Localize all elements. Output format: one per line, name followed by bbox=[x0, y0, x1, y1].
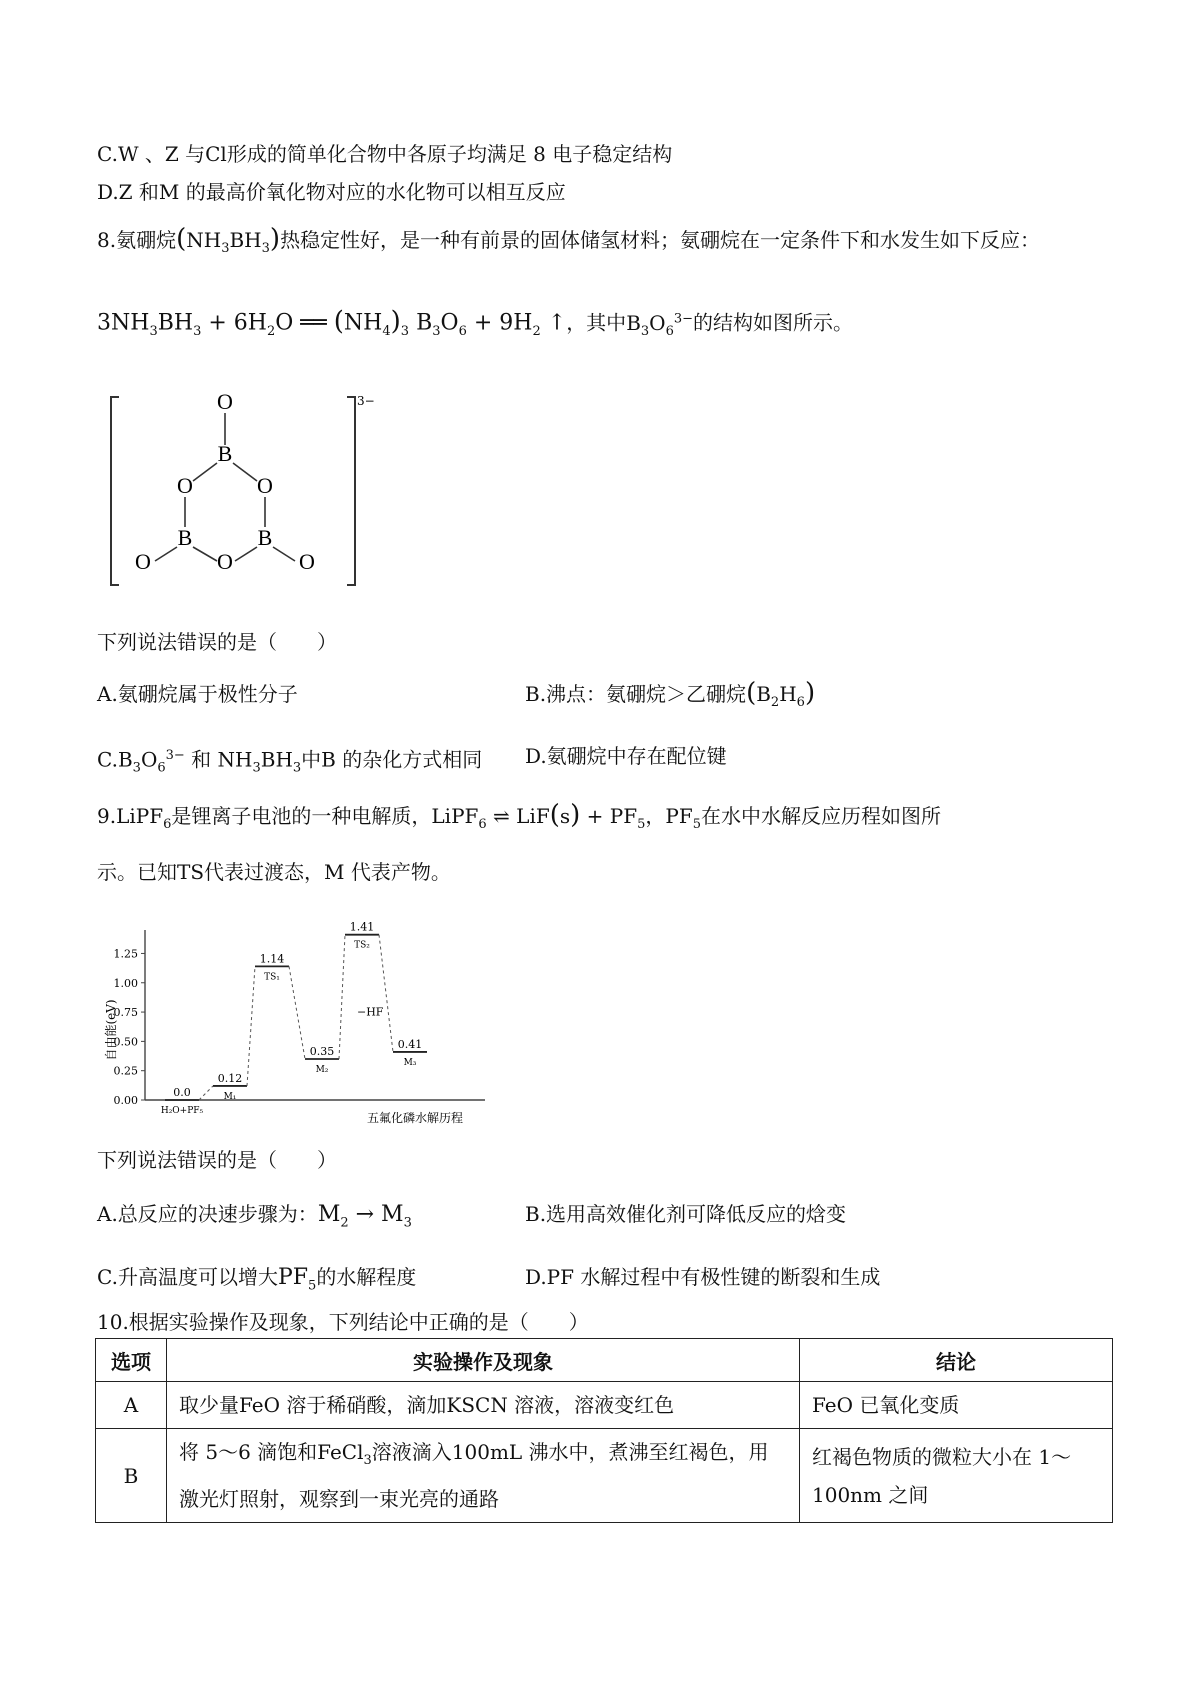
row-conclusion: 红褐色物质的微粒大小在 1～100nm 之间 bbox=[800, 1429, 1113, 1523]
atom-o-left: O bbox=[177, 473, 193, 498]
energy-profile-chart bbox=[95, 900, 495, 1130]
x-axis-label: 五氟化磷水解历程 bbox=[366, 1111, 464, 1125]
atom-b-left: B bbox=[177, 525, 193, 550]
state-label: TS₂ bbox=[354, 940, 370, 951]
atom-o-right-terminal: O bbox=[299, 549, 315, 574]
y-tick-label: 0.00 bbox=[113, 1094, 138, 1107]
q8-question: 下列说法错误的是（ ） bbox=[97, 630, 337, 654]
q8-option-b: B.沸点：氨硼烷＞乙硼烷$(B_2H_6)$ bbox=[525, 678, 816, 710]
q7-option-c: C.W 、Z 与Cl形成的简单化合物中各原子均满足 8 电子稳定结构 bbox=[97, 142, 673, 166]
y-tick-label: 0.25 bbox=[113, 1064, 138, 1078]
connector-line bbox=[247, 966, 255, 1086]
y-tick-label: 1.00 bbox=[113, 976, 138, 990]
q9-option-c: C.升高温度可以增大$PF_5$的水解程度 bbox=[97, 1265, 417, 1294]
energy-value-label: 0.35 bbox=[309, 1044, 335, 1058]
connector-line bbox=[339, 935, 345, 1059]
row-conclusion: FeO 已氧化变质 bbox=[800, 1382, 1113, 1429]
energy-value-label: 1.14 bbox=[259, 952, 285, 966]
table-row bbox=[96, 1382, 1113, 1429]
y-axis-label: 自由能(eV) bbox=[104, 999, 118, 1061]
b3o6-structure bbox=[105, 385, 375, 595]
q10-stem: 10.根据实验操作及现象，下列结论中正确的是（ ） bbox=[97, 1310, 589, 1334]
table-header-row bbox=[96, 1339, 1113, 1382]
hf-annotation: −HF bbox=[357, 1005, 384, 1019]
y-tick-label: 0.75 bbox=[113, 1006, 138, 1020]
charge-label: 3− bbox=[357, 394, 375, 408]
q9-stem-line2: 示。已知TS代表过渡态，M 代表产物。 bbox=[97, 860, 451, 884]
q9-option-b: B.选用高效催化剂可降低反应的焓变 bbox=[525, 1202, 847, 1226]
q10-table bbox=[95, 1338, 1113, 1523]
state-label: H₂O+PF₅ bbox=[160, 1106, 204, 1116]
state-label: TS₁ bbox=[264, 972, 280, 983]
state-label: M₃ bbox=[403, 1057, 417, 1068]
row-option: B bbox=[96, 1429, 167, 1523]
q9-question: 下列说法错误的是（ ） bbox=[97, 1148, 337, 1172]
energy-value-label: 0.12 bbox=[217, 1071, 243, 1085]
atom-o-top: O bbox=[217, 389, 233, 414]
energy-value-label: 0.0 bbox=[173, 1086, 191, 1099]
table-row bbox=[96, 1429, 1113, 1523]
row-option: A bbox=[96, 1382, 167, 1429]
connector-line bbox=[289, 966, 305, 1059]
energy-value-label: 0.41 bbox=[397, 1037, 423, 1051]
q9-option-d: D.PF 水解过程中有极性键的断裂和生成 bbox=[525, 1265, 881, 1289]
row-operation: 将 5～6 滴饱和FeCl$_3$溶液滴入100mL 沸水中，煮沸至红褐色，用激光灯照射，观察到一束光亮的通路 bbox=[167, 1429, 800, 1523]
atom-b-right: B bbox=[257, 525, 273, 550]
q7-option-d: D.Z 和M 的最高价氧化物对应的水化物可以相互反应 bbox=[97, 180, 566, 204]
q8-option-d: D.氨硼烷中存在配位键 bbox=[525, 744, 727, 768]
header-conclusion: 结论 bbox=[800, 1339, 1113, 1382]
atom-o-right: O bbox=[257, 473, 273, 498]
y-tick-label: 1.25 bbox=[113, 947, 138, 961]
connector-line bbox=[379, 935, 393, 1052]
connector-line bbox=[199, 1086, 213, 1100]
energy-value-label: 1.41 bbox=[349, 920, 375, 934]
q8-option-a: A.氨硼烷属于极性分子 bbox=[97, 682, 298, 706]
header-operation: 实验操作及现象 bbox=[167, 1339, 800, 1382]
atom-o-bottom: O bbox=[217, 549, 233, 574]
header-option: 选项 bbox=[96, 1339, 167, 1382]
y-tick-label: 0.50 bbox=[113, 1035, 138, 1049]
atom-o-left-terminal: O bbox=[135, 549, 151, 574]
atom-b-top: B bbox=[217, 441, 233, 466]
q9-option-a: A.总反应的决速步骤为：$M_2 \to M_3$ bbox=[97, 1202, 412, 1231]
q8-stem: 8.氨硼烷$(NH_3BH_3)$热稳定性好，是一种有前景的固体储氢材料；氨硼烷在一定条件下和水发生如下反应： bbox=[97, 224, 1041, 256]
row-operation: 取少量FeO 溶于稀硝酸，滴加KSCN 溶液，溶液变红色 bbox=[167, 1382, 800, 1429]
q9-stem: 9.LiPF$_6$是锂离子电池的一种电解质，LiPF$_6$ ⇌ $LiF(s) + PF_5$，$PF_5$在水中水解反应历程如图所 bbox=[97, 800, 942, 832]
state-label: M₁ bbox=[223, 1091, 237, 1102]
q8-option-c: $C.B_3O_6^{3-}$ 和 $NH_3BH_3$中B 的杂化方式相同 bbox=[97, 747, 483, 776]
state-label: M₂ bbox=[315, 1064, 329, 1075]
q8-formula: $3NH_3BH_3 + 6H_2O$ ══ $(NH_4)_3$ $B_3O_6 + 9H_2$ ↑，其中$B_3O_6^{3-}$的结构如图所示。 bbox=[97, 306, 854, 340]
